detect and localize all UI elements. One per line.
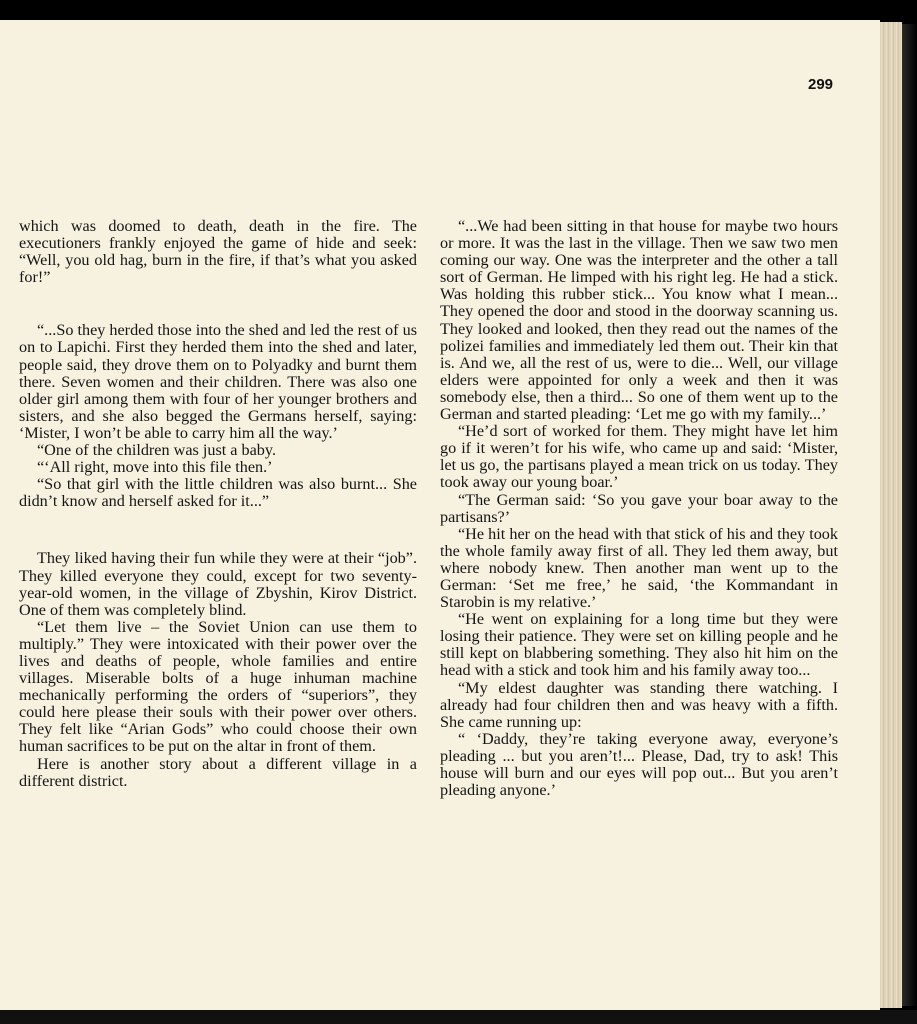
bottom-edge xyxy=(0,1010,917,1024)
paragraph: “So that girl with the little children was also burnt... She didn’t know and herself asked for it...” xyxy=(19,475,417,511)
paragraph: “He hit her on the head with that stick of his and they took the whole family away first of all. They led them away, but where nobody knew. Then another man went up to the German: ‘Set me free,’ he said, ‘the Kommandant in Starobin is my relative.’ xyxy=(440,524,838,612)
paragraph: “My eldest daughter was standing there watching. I already had four children then and was heavy with a fifth. She came running up: xyxy=(440,678,838,731)
right-text-column xyxy=(440,218,838,799)
book-page xyxy=(0,20,880,1010)
left-text-column xyxy=(19,218,417,790)
page-number: 299 xyxy=(808,76,834,93)
paragraph: “‘All right, move into this file then.’ xyxy=(37,458,273,477)
page-stack-edge xyxy=(880,22,902,1008)
paragraph: “He’d sort of worked for them. They might have let him go if it weren’t for his wife, who came up and said: ‘Mister, let us go, the partisans played a mean trick on us today. They took away our young boar.’ xyxy=(440,422,838,492)
paragraph: “...So they herded those into the shed and led the rest of us on to Lapichi. First they herded them into the shed and later, people said, they drove them on to Polyadky and burnt them there. Seven women and their children. There was also one older girl among them with four of her younger brothers and sisters, and she also begged the Germans herself, saying: ‘Mister, I won’t be able to carry him all the way.’ xyxy=(19,321,417,442)
paragraph: “He went on explaining for a long time but they were losing their patience. They were set on killing people and he still kept on blabbering something. They also hit him on the head with a stick and took him and his family away too... xyxy=(440,610,838,680)
paragraph: “Let them live – the Soviet Union can use them to multiply.” They were intoxicated with their power over the lives and deaths of people, whole families and entire villages. Miserable bolts of a huge inhuman machine mechanically performing the orders of “superiors”, they could here please their souls with their power over others. They felt like “Arian Gods” who could choose their own human sacrifices to be put on the altar in front of them. xyxy=(19,617,417,756)
paragraph: “One of the children was just a baby. xyxy=(37,441,276,460)
paragraph: which was doomed to death, death in the fire. The executioners frankly enjoyed the game of hide and seek: “Well, you old hag, burn in the fire, if that’s what you asked for!” xyxy=(19,217,417,287)
paragraph: “...We had been sitting in that house for maybe two hours or more. It was the last in the village. Then we saw two men coming our way. One was the interpreter and the other a tall sort of German. He limped with his right leg. He had a stick. Was holding this rubber stick... You know what I mean... They opened the door and stood in the doorway scanning us. They looked and looked, then they read out the names of the polizei families and immediately led them out. Their kin that is. And we, all the rest of us, were to die... Well, our village elders were appointed for only a week and then it was somebody else, then a third... So one of them went up to the German and started pleading: ‘Let me go with my family...’ xyxy=(440,217,838,424)
page-shadow xyxy=(902,24,917,1006)
paragraph: “ ‘Daddy, they’re taking everyone away, everyone’s pleading ... but you aren’t!... Please, Dad, try to ask! This house will burn and our eyes will pop out... But you aren’t pleading anyone.’ xyxy=(440,729,838,800)
paragraph: They liked having their fun while they were at their “job”. They killed everyone they could, except for two seventy-year-old women, in the village of Zbyshin, Kirov District. One of them was completely blind. xyxy=(19,549,417,619)
paragraph: “The German said: ‘So you gave your boar away to the partisans?’ xyxy=(440,490,838,526)
paragraph: Here is another story about a different village in a different district. xyxy=(19,754,417,790)
